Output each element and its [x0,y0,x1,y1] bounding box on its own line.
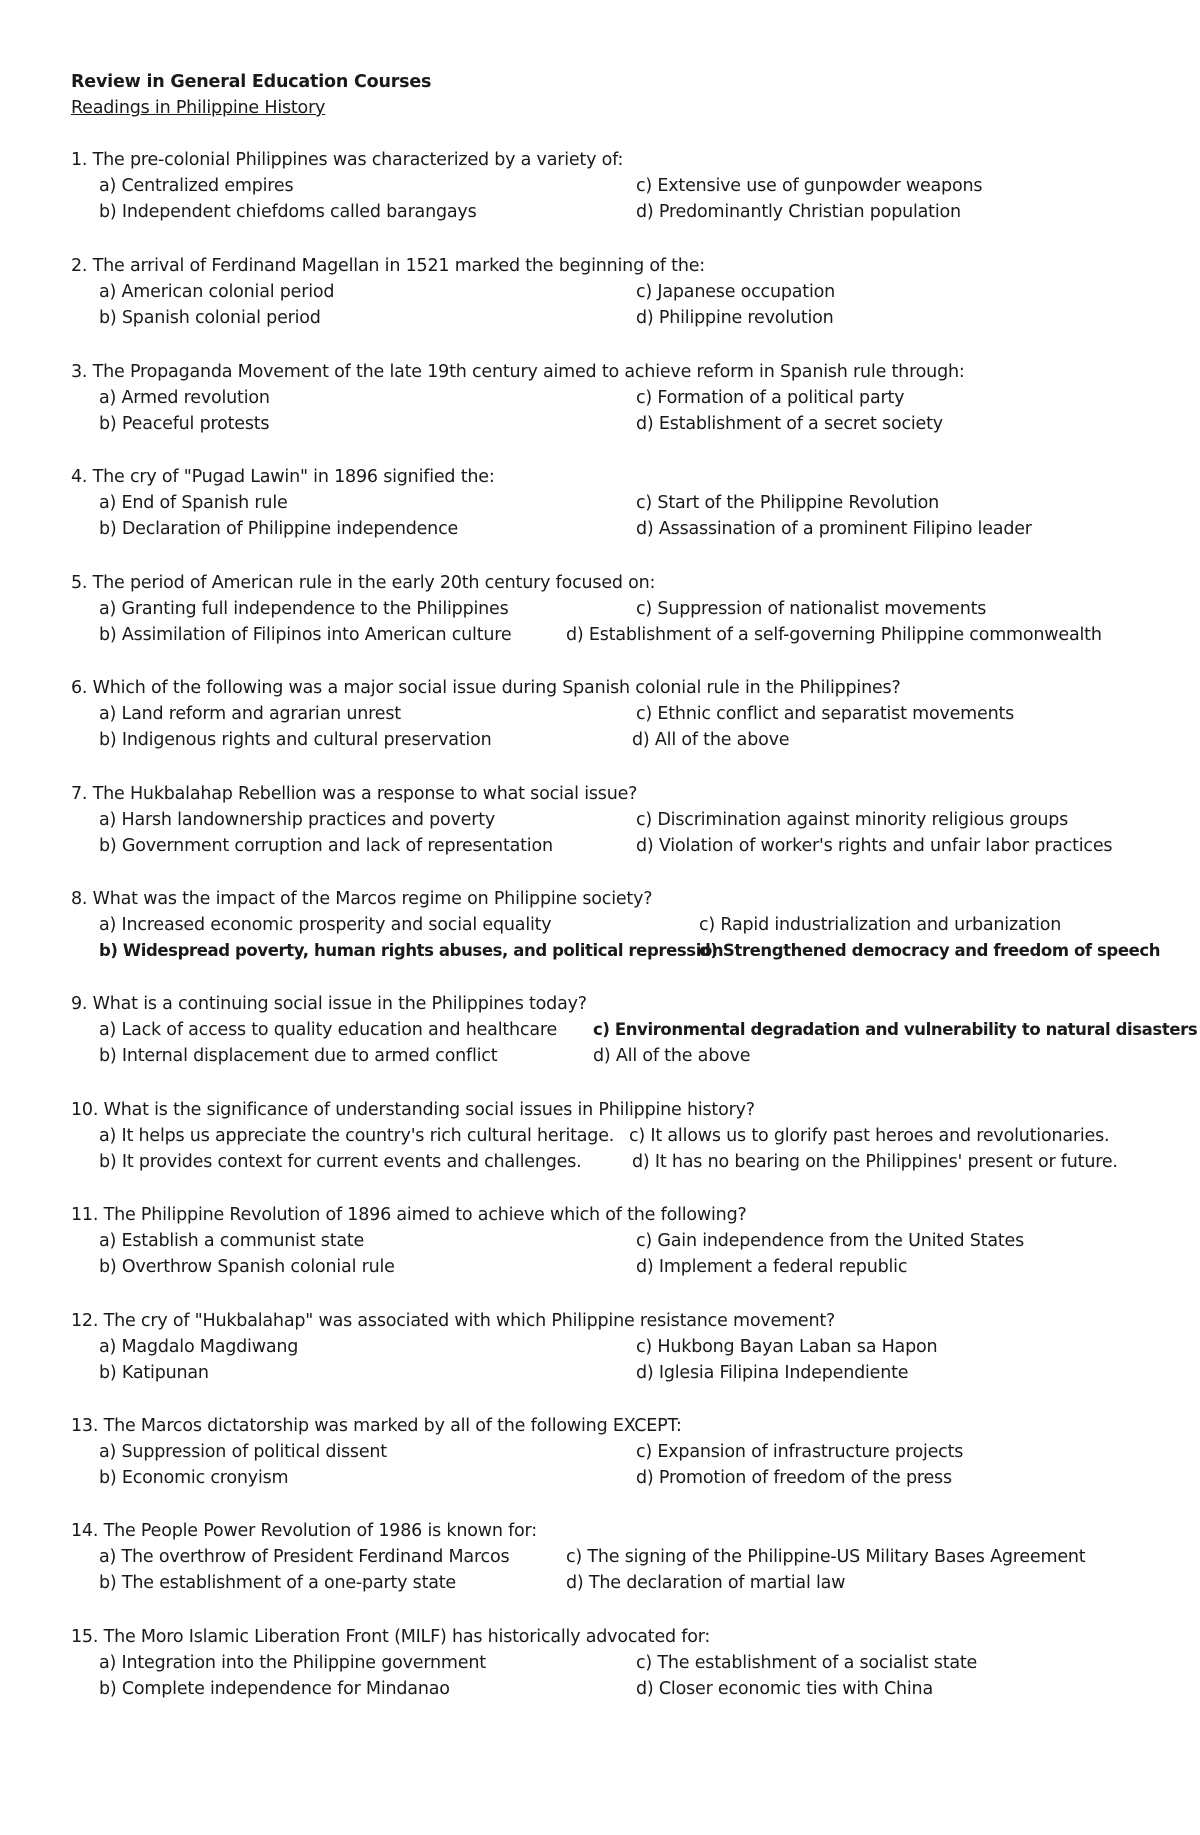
option-b: b) Spanish colonial period [99,308,321,328]
question-text: 7. The Hukbalahap Rebellion was a response to what social issue? [71,784,638,804]
question-4 [71,467,1151,551]
option-c: c) The establishment of a socialist state [636,1653,978,1673]
document-title: Review in General Education Courses [71,72,432,92]
question-text: 1. The pre-colonial Philippines was characterized by a variety of: [71,150,624,170]
option-b: b) The establishment of a one-party state [99,1573,456,1593]
question-text: 6. Which of the following was a major social issue during Spanish colonial rule in the Philippines? [71,678,901,698]
question-text: 3. The Propaganda Movement of the late 19th century aimed to achieve reform in Spanish rule through: [71,362,965,382]
option-c: c) Formation of a political party [636,388,905,408]
question-text: 2. The arrival of Ferdinand Magellan in 1521 marked the beginning of the: [71,256,705,276]
option-c: c) Rapid industrialization and urbanization [699,915,1062,935]
option-a: a) Granting full independence to the Philippines [99,599,509,619]
question-text: 5. The period of American rule in the early 20th century focused on: [71,573,656,593]
option-c: c) Hukbong Bayan Laban sa Hapon [636,1337,938,1357]
option-d: d) The declaration of martial law [566,1573,846,1593]
option-a: a) Establish a communist state [99,1231,365,1251]
option-b: b) Assimilation of Filipinos into American culture [99,625,512,645]
option-d: d) Philippine revolution [636,308,834,328]
option-d: d) Establishment of a self-governing Philippine commonwealth [566,625,1102,645]
option-a: a) End of Spanish rule [99,493,288,513]
question-text: 15. The Moro Islamic Liberation Front (MILF) has historically advocated for: [71,1627,711,1647]
option-c: c) Start of the Philippine Revolution [636,493,940,513]
question-text: 4. The cry of "Pugad Lawin" in 1896 signified the: [71,467,495,487]
question-1 [71,150,1151,234]
question-text: 11. The Philippine Revolution of 1896 aimed to achieve which of the following? [71,1205,747,1225]
option-c: c) Suppression of nationalist movements [636,599,987,619]
option-a: a) It helps us appreciate the country's rich cultural heritage. [99,1126,615,1146]
option-d: d) Implement a federal republic [636,1257,908,1277]
option-d: d) Promotion of freedom of the press [636,1468,952,1488]
question-text: 9. What is a continuing social issue in the Philippines today? [71,994,587,1014]
question-11 [71,1205,1151,1289]
question-text: 10. What is the significance of understanding social issues in Philippine history? [71,1100,755,1120]
option-a: a) Suppression of political dissent [99,1442,387,1462]
option-b: b) Independent chiefdoms called barangays [99,202,477,222]
option-a: a) Centralized empires [99,176,294,196]
question-6 [71,678,1151,762]
question-2 [71,256,1151,340]
question-5 [71,573,1151,657]
option-a: a) Magdalo Magdiwang [99,1337,299,1357]
option-d: d) Assassination of a prominent Filipino leader [636,519,1032,539]
option-b: b) Overthrow Spanish colonial rule [99,1257,395,1277]
question-13 [71,1416,1151,1500]
option-c: c) Expansion of infrastructure projects [636,1442,964,1462]
question-10 [71,1100,1151,1184]
question-15 [71,1627,1151,1711]
option-c: c) Japanese occupation [636,282,836,302]
option-b: b) Economic cronyism [99,1468,289,1488]
option-d: d) Strengthened democracy and freedom of speech [699,941,1161,960]
question-text: 14. The People Power Revolution of 1986 is known for: [71,1521,537,1541]
option-c: c) The signing of the Philippine-US Military Bases Agreement [566,1547,1086,1567]
option-a: a) American colonial period [99,282,335,302]
question-12 [71,1311,1151,1395]
option-a: a) Harsh landownership practices and poverty [99,810,496,830]
option-a: a) Lack of access to quality education and healthcare [99,1020,558,1040]
option-a: a) Armed revolution [99,388,270,408]
option-d: d) All of the above [632,730,790,750]
option-c: c) Environmental degradation and vulnerability to natural disasters [593,1020,1198,1039]
option-b: b) Katipunan [99,1363,209,1383]
option-c: c) Gain independence from the United States [636,1231,1024,1251]
question-9 [71,994,1198,1078]
option-d: d) Closer economic ties with China [636,1679,933,1699]
option-d: d) Establishment of a secret society [636,414,943,434]
option-c: c) Discrimination against minority religious groups [636,810,1069,830]
question-14 [71,1521,1151,1605]
option-b: b) It provides context for current events and challenges. [99,1152,582,1172]
option-b: b) Complete independence for Mindanao [99,1679,450,1699]
option-b: b) Widespread poverty, human rights abuses, and political repression [99,941,724,960]
option-a: a) Integration into the Philippine government [99,1653,486,1673]
question-8 [71,889,1161,973]
option-b: b) Peaceful protests [99,414,270,434]
option-b: b) Declaration of Philippine independence [99,519,459,539]
question-text: 13. The Marcos dictatorship was marked by all of the following EXCEPT: [71,1416,682,1436]
option-c: c) It allows us to glorify past heroes and revolutionaries. [629,1126,1110,1146]
option-b: b) Internal displacement due to armed conflict [99,1046,498,1066]
option-d: d) Iglesia Filipina Independiente [636,1363,909,1383]
option-c: c) Extensive use of gunpowder weapons [636,176,983,196]
option-d: d) All of the above [593,1046,751,1066]
question-3 [71,362,1151,446]
option-b: b) Indigenous rights and cultural preservation [99,730,492,750]
option-d: d) Predominantly Christian population [636,202,961,222]
question-7 [71,784,1151,868]
option-d: d) It has no bearing on the Philippines' present or future. [632,1152,1118,1172]
option-d: d) Violation of worker's rights and unfair labor practices [636,836,1113,856]
option-b: b) Government corruption and lack of representation [99,836,553,856]
option-a: a) The overthrow of President Ferdinand Marcos [99,1547,510,1567]
option-c: c) Ethnic conflict and separatist movements [636,704,1015,724]
option-a: a) Increased economic prosperity and social equality [99,915,552,935]
option-a: a) Land reform and agrarian unrest [99,704,401,724]
question-text: 12. The cry of "Hukbalahap" was associated with which Philippine resistance movement? [71,1311,836,1331]
question-text: 8. What was the impact of the Marcos regime on Philippine society? [71,889,653,909]
document-subtitle: Readings in Philippine History [71,98,326,118]
